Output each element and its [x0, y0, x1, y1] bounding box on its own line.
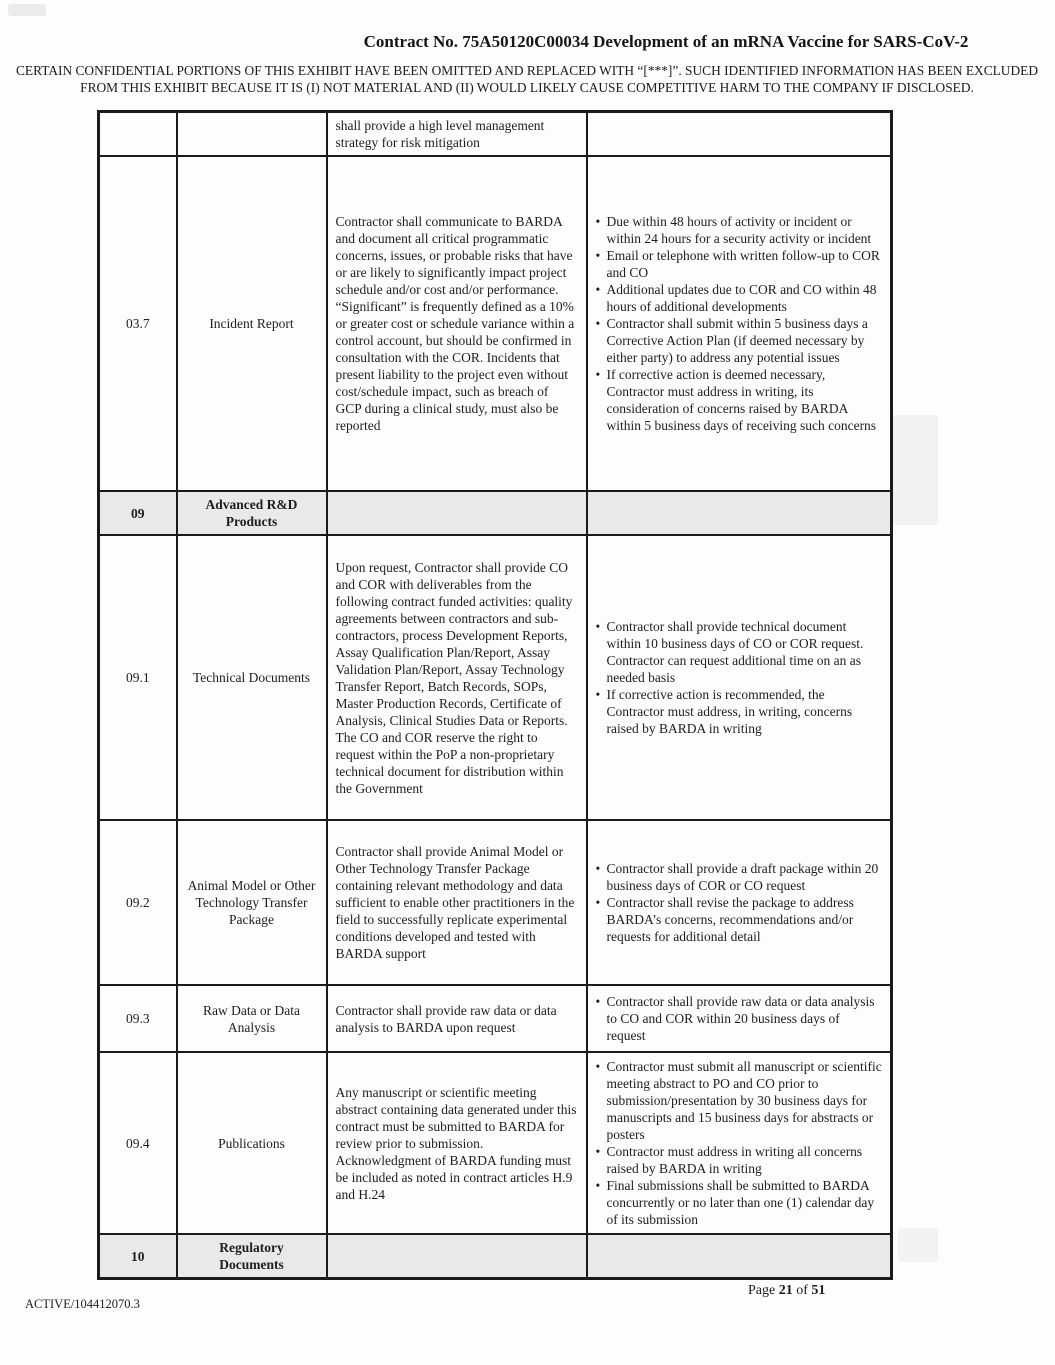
row-requirements-cell [587, 491, 892, 535]
deliverables-table-body [99, 112, 892, 1279]
bullet-list [596, 618, 883, 737]
bullet-item: • If corrective action is recommended, the Contractor must address, in writing, concerns raised by BARDA in writing [596, 686, 883, 737]
bullet-list [596, 1058, 883, 1228]
bullet-item: • Contractor shall provide raw data or data analysis to CO and COR within 20 business days of request [596, 993, 883, 1044]
row-title-cell: Animal Model or Other Technology Transfer Package [177, 820, 327, 985]
bullet-item: • Contractor shall revise the package to address BARDA’s concerns, recommendations and/or requests for additional detail [596, 894, 883, 945]
row-id-cell: 09.2 [99, 820, 177, 985]
bullet-list [596, 860, 883, 945]
row-id-cell: 09.1 [99, 535, 177, 820]
row-description-cell [327, 1234, 587, 1279]
section-row [99, 1234, 892, 1279]
row-requirements-cell [587, 820, 892, 985]
row-description-cell: Contractor shall communicate to BARDA and document all critical programmatic concerns, issues, or probable risks that have or are likely to significantly impact project schedule and/or cost and/or performance. “Significant” is frequently defined as a 10% or greater cost or schedule variance within a control account, but should be confirmed in consultation with the COR. Incidents that present liability to the project even without cost/schedule impact, such as breach of GCP during a clinical study, must also be reported [327, 156, 587, 491]
row-title-cell: Raw Data or Data Analysis [177, 985, 327, 1052]
row-id-cell: 03.7 [99, 156, 177, 491]
bullet-item: • Contractor shall provide technical document within 10 business days of CO or COR request. Contractor can request additional time on an as needed basis [596, 618, 883, 686]
document-id: ACTIVE/104412070.3 [25, 1297, 140, 1311]
row-requirements-cell [587, 112, 892, 157]
confidentiality-notice: CERTAIN CONFIDENTIAL PORTIONS OF THIS EXHIBIT HAVE BEEN OMITTED AND REPLACED WITH “[***]”. SUCH IDENTIFIED INFORMATION HAS BEEN EXCLUDED FROM THIS EXHIBIT BECAUSE IT IS (I) NOT MATERIAL AND (II) WOULD LIKELY CAUSE COMPETITIVE HARM TO THE COMPANY IF DISCLOSED. [15, 63, 1039, 95]
row-id-cell [99, 112, 177, 157]
row-title-cell: Technical Documents [177, 535, 327, 820]
table-row [99, 820, 892, 985]
page-label-prefix: Page [748, 1283, 776, 1298]
row-requirements-cell [587, 535, 892, 820]
row-requirements-cell [587, 985, 892, 1052]
page-number-total: 51 [811, 1283, 826, 1298]
bullet-item: • Due within 48 hours of activity or incident or within 24 hours for a security activity or incident [596, 213, 883, 247]
scan-artifact [898, 1228, 938, 1262]
table-row [99, 112, 892, 157]
table-row [99, 535, 892, 820]
row-title-cell: Regulatory Documents [177, 1234, 327, 1279]
page-label-of: of [796, 1283, 808, 1298]
bullet-item: • Email or telephone with written follow-up to COR and CO [596, 247, 883, 281]
row-description-cell: Contractor shall provide raw data or data analysis to BARDA upon request [327, 985, 587, 1052]
table-row [99, 156, 892, 491]
bullet-item: • Contractor must submit all manuscript or scientific meeting abstract to PO and CO prior to submission/presentation by 30 business days for manuscripts and 15 business days for abstracts or posters [596, 1058, 883, 1143]
section-row [99, 491, 892, 535]
row-title-cell: Incident Report [177, 156, 327, 491]
row-id-cell: 10 [99, 1234, 177, 1279]
table-row [99, 1052, 892, 1234]
scan-artifact [8, 4, 46, 16]
bullet-item: • Final submissions shall be submitted to BARDA concurrently or no later than one (1) calendar day of its submission [596, 1177, 883, 1228]
bullet-list [596, 213, 883, 434]
row-title-cell: Advanced R&D Products [177, 491, 327, 535]
row-id-cell: 09.4 [99, 1052, 177, 1234]
row-description-cell [327, 491, 587, 535]
scan-artifact [893, 415, 938, 525]
bullet-item: • Contractor shall submit within 5 business days a Corrective Action Plan (if deemed necessary by either party) to address any potential issues [596, 315, 883, 366]
row-id-cell: 09.3 [99, 985, 177, 1052]
bullet-item: • Contractor shall provide a draft package within 20 business days of COR or CO request [596, 860, 883, 894]
row-requirements-cell [587, 1052, 892, 1234]
row-description-cell: Any manuscript or scientific meeting abstract containing data generated under this contract must be submitted to BARDA for review prior to submission. Acknowledgment of BARDA funding must be included as noted in contract articles H.9 and H.24 [327, 1052, 587, 1234]
bullet-list [596, 993, 883, 1044]
page-number [748, 1283, 825, 1299]
bullet-item: • If corrective action is deemed necessary, Contractor must address in writing, its consideration of concerns raised by BARDA within 5 business days of receiving such concerns [596, 366, 883, 434]
row-requirements-cell [587, 1234, 892, 1279]
row-description-cell: Contractor shall provide Animal Model or Other Technology Transfer Package containing relevant methodology and data sufficient to enable other practitioners in the field to successfully replicate experimental conditions developed and tested with BARDA support [327, 820, 587, 985]
row-requirements-cell [587, 156, 892, 491]
table-row [99, 985, 892, 1052]
deliverables-table [97, 110, 893, 1280]
row-id-cell: 09 [99, 491, 177, 535]
bullet-item: • Contractor must address in writing all concerns raised by BARDA in writing [596, 1143, 883, 1177]
bullet-item: • Additional updates due to COR and CO within 48 hours of additional developments [596, 281, 883, 315]
row-description-cell: Upon request, Contractor shall provide CO and COR with deliverables from the following contract funded activities: quality agreements between contractors and sub-contractors, process Development Reports, Assay Qualification Plan/Report, Assay Validation Plan/Report, Assay Technology Transfer Report, Batch Records, SOPs, Master Production Records, Certificate of Analysis, Clinical Studies Data or Reports. The CO and COR reserve the right to request within the PoP a non-proprietary technical document for distribution within the Government [327, 535, 587, 820]
contract-title: Contract No. 75A50120C00034 Development of an mRNA Vaccine for SARS-CoV-2 [363, 32, 969, 51]
row-title-cell [177, 112, 327, 157]
page-number-current: 21 [778, 1283, 793, 1298]
row-description-cell: shall provide a high level management strategy for risk mitigation [327, 112, 587, 157]
row-title-cell: Publications [177, 1052, 327, 1234]
